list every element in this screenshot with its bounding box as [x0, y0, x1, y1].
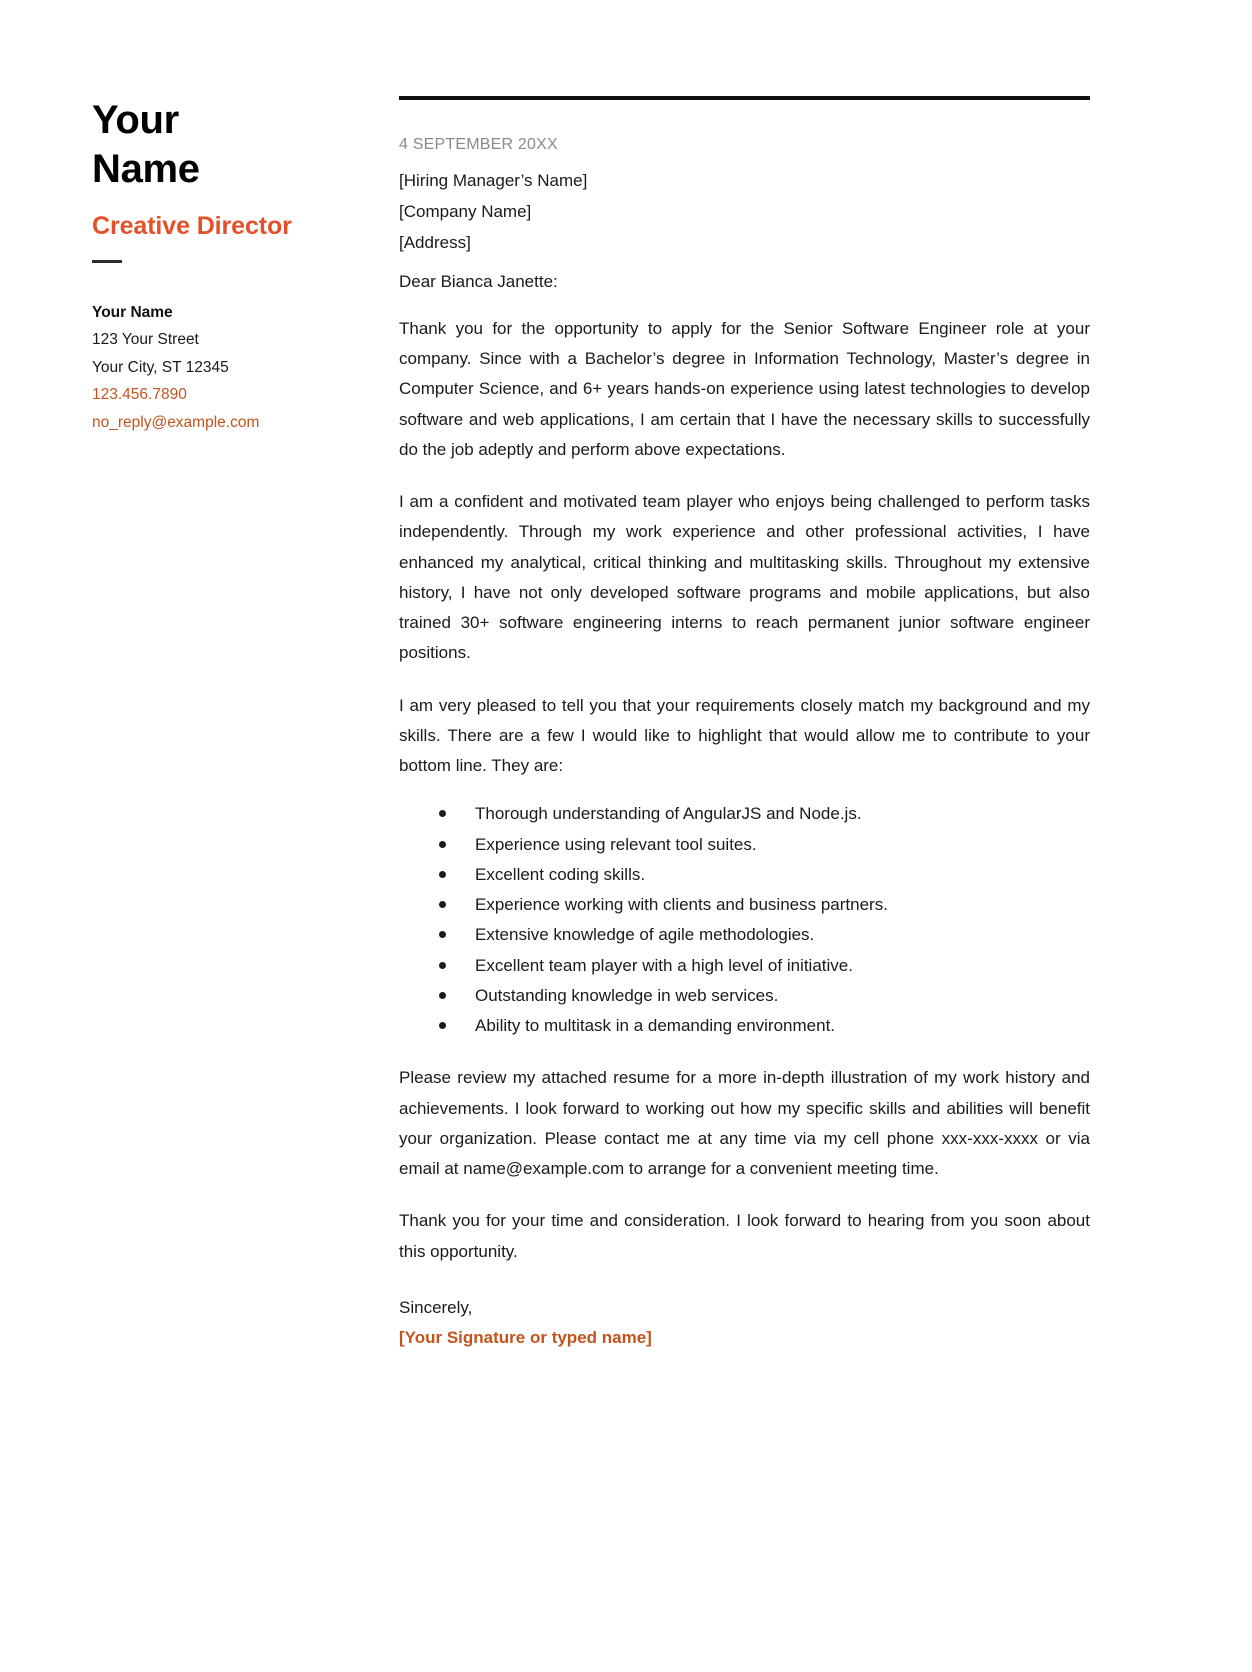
- list-item-label: Excellent team player with a high level of initiative.: [475, 955, 853, 975]
- applicant-name-line-2: Name: [92, 146, 200, 191]
- body-paragraph-2: I am a confident and motivated team player who enjoys being challenged to perform tasks independently. Through my work experience and other professional activities, I have enhanced my analytical, critical thinking and multitasking skills. Throughout my extensive history, I have not only developed software programs and mobile applications, but also trained 30+ software engineering interns to reach permanent junior software engineer positions.: [399, 492, 1090, 663]
- list-item-label: Experience using relevant tool suites.: [475, 834, 757, 854]
- list-item-label: Thorough understanding of AngularJS and Node.js.: [475, 804, 862, 824]
- signature-placeholder: [Your Signature or typed name]: [399, 1328, 652, 1348]
- job-title: Creative Director: [92, 211, 292, 240]
- list-item: [399, 799, 1090, 829]
- applicant-name: [92, 96, 377, 194]
- body-paragraph-3: I am very pleased to tell you that your requirements closely match my background and my skills. There are a few I would like to highlight that would allow me to contribute to your bottom line. They are:: [399, 695, 1090, 776]
- contact-city-state-zip: Your City, ST 12345: [92, 358, 229, 376]
- bullet-dot-icon: [439, 841, 446, 848]
- list-item-label: Extensive knowledge of agile methodologies.: [475, 925, 815, 945]
- contact-email[interactable]: no_reply@example.com: [92, 413, 260, 431]
- recipient-address: [Address]: [399, 232, 471, 252]
- contact-block: [92, 299, 377, 437]
- bullet-dot-icon: [439, 810, 446, 817]
- recipient-manager: [Hiring Manager’s Name]: [399, 171, 588, 190]
- closing-salutation: Sincerely,: [399, 1297, 473, 1317]
- list-item: [399, 1011, 1090, 1041]
- list-item-label: Excellent coding skills.: [475, 864, 646, 884]
- letter-body: [399, 96, 1090, 1353]
- list-item-label: Experience working with clients and business partners.: [475, 895, 888, 915]
- body-paragraph-1: Thank you for the opportunity to apply for the Senior Software Engineer role at your company. Since with a Bachelor’s degree in Information Technology, Master’s degree in Computer Science, and 6+ years hands-on experience using latest technologies to develop software and web applications, I am certain that I have the necessary skills to successfully do the job adeptly and perform above expectations.: [399, 318, 1090, 459]
- sidebar: [92, 96, 377, 436]
- list-item: [399, 951, 1090, 981]
- contact-street: 123 Your Street: [92, 331, 199, 349]
- letter-date: 4 SEPTEMBER 20XX: [399, 136, 558, 153]
- list-item: [399, 981, 1090, 1011]
- bullet-dot-icon: [439, 992, 446, 999]
- qualifications-list: [399, 799, 1090, 1041]
- bullet-dot-icon: [439, 931, 446, 938]
- list-item: [399, 890, 1090, 920]
- bullet-dot-icon: [439, 1022, 446, 1029]
- header-rule: [399, 96, 1090, 100]
- accent-divider: [92, 260, 122, 263]
- bullet-dot-icon: [439, 871, 446, 878]
- contact-name: Your Name: [92, 303, 173, 321]
- list-item: [399, 920, 1090, 950]
- list-item-label: Outstanding knowledge in web services.: [475, 985, 779, 1005]
- salutation: Dear Bianca Janette:: [399, 271, 558, 291]
- list-item: [399, 830, 1090, 860]
- body-paragraph-4: Please review my attached resume for a more in-depth illustration of my work history and achievements. I look forward to working out how my specific skills and abilities will benefit your organization. Please contact me at any time via my cell phone xxx-xxx-xxxx or via email at name@example.com to arrange for a convenient meeting time.: [399, 1068, 1090, 1179]
- recipient-company: [Company Name]: [399, 201, 532, 221]
- bullet-dot-icon: [439, 901, 446, 908]
- applicant-name-line-1: Your: [92, 98, 179, 142]
- bullet-dot-icon: [439, 962, 446, 969]
- contact-phone[interactable]: 123.456.7890: [92, 386, 187, 404]
- list-item-label: Ability to multitask in a demanding environment.: [475, 1016, 836, 1036]
- list-item: [399, 860, 1090, 890]
- body-paragraph-5: Thank you for your time and consideration. I look forward to hearing from you soon about this opportunity.: [399, 1211, 1090, 1261]
